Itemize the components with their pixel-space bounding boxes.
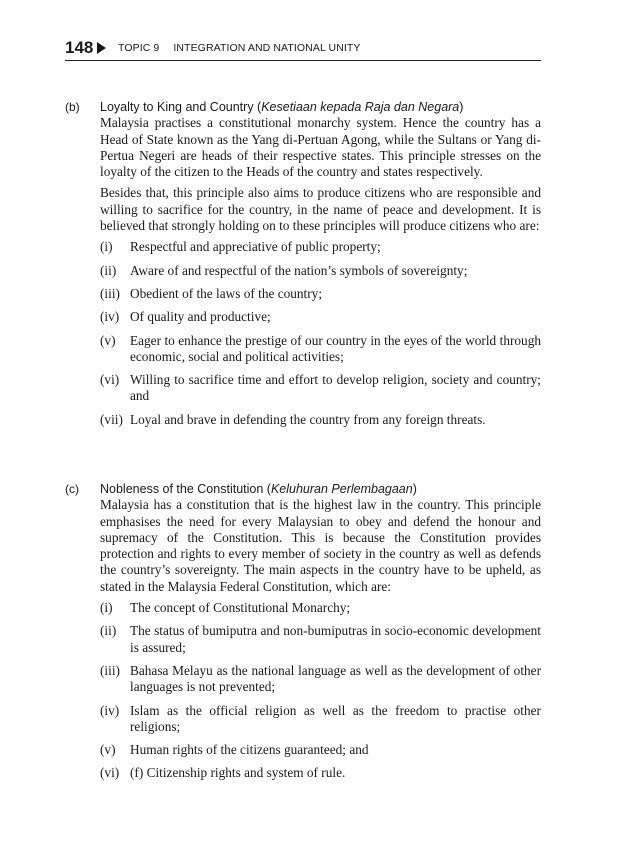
section-b-title-end: ) [459, 100, 464, 114]
list-item-text: Respectful and appreciative of public property; [130, 239, 381, 255]
section-c-title-end: ) [412, 482, 417, 496]
list-item-number: (ii) [100, 262, 117, 278]
list-item [100, 239, 541, 255]
section-b [65, 99, 541, 435]
section-b-list [100, 239, 541, 428]
section-b-body [100, 99, 541, 428]
list-item [100, 263, 541, 279]
section-c-label: (c) [65, 482, 79, 496]
list-item [100, 663, 541, 696]
list-item-number: (vi) [100, 372, 120, 388]
right-arrow-icon [97, 42, 106, 54]
list-item-text: Eager to enhance the prestige of our country in the eyes of the world through economic, social and political activities; [130, 332, 541, 364]
list-item [100, 333, 541, 366]
list-item-text: Of quality and productive; [130, 309, 271, 325]
topic-label: TOPIC 9 [118, 42, 160, 54]
list-item [100, 286, 541, 302]
topic-title: INTEGRATION AND NATIONAL UNITY [173, 42, 361, 54]
list-item-text: (f) Citizenship rights and system of rule. [130, 765, 346, 781]
list-item-number: (i) [100, 239, 113, 255]
page-number: 148 [65, 38, 94, 57]
list-item-text: Willing to sacrifice time and effort to develop religion, society and country; and [130, 372, 541, 404]
section-c-paragraph-1: Malaysia has a constitution that is the highest law in the country. This principle emphasises the need for every Malaysian to obey and defend the honour and supremacy of the Constitution. This is because the Constitution provides protection and rights to every member of society in the country as well as defends the country’s sovereignty. The main aspects in the country have to be upheld, as stated in the Malaysia Federal Constitution, which are: [100, 497, 541, 594]
section-c-title [100, 481, 541, 497]
section-b-paragraph-1: Malaysia practises a constitutional monarchy system. Hence the country has a Head of State known as the Yang di-Pertuan Agong, while the Sultans or Yang di-Pertua Negeri are heads of their respective states. This principle stresses on the loyalty of the citizen to the Heads of the country and states respectively. [100, 115, 541, 180]
list-item [100, 372, 541, 405]
section-b-title [100, 99, 541, 115]
list-item [100, 742, 541, 758]
section-b-title-italic: Kesetiaan kepada Raja dan Negara [261, 100, 460, 114]
list-item-text: Islam as the official religion as well as the freedom to practise other religions; [130, 702, 541, 734]
list-item-number: (iv) [100, 309, 120, 325]
list-item-number: (iii) [100, 662, 120, 678]
section-c-body [100, 481, 541, 782]
list-item-number: (iii) [100, 285, 120, 301]
list-item-number: (vii) [100, 411, 123, 427]
list-item [100, 765, 541, 781]
section-c-title-italic: Keluhuran Perlembagaan [270, 482, 413, 496]
section-c [65, 481, 541, 789]
list-item-text: Obedient of the laws of the country; [130, 285, 323, 301]
list-item [100, 623, 541, 656]
list-item-number: (i) [100, 600, 113, 616]
list-item-text: The status of bumiputra and non-bumiputras in socio-economic development is assured; [130, 623, 541, 655]
section-c-title-main: Nobleness of the Constitution ( [100, 482, 271, 496]
list-item-text: Aware of and respectful of the nation’s symbols of sovereignty; [130, 262, 468, 278]
list-item-text: The concept of Constitutional Monarchy; [130, 600, 351, 616]
running-head [118, 42, 361, 55]
list-item [100, 703, 541, 736]
section-b-paragraph-2: Besides that, this principle also aims to produce citizens who are responsible and willing to sacrifice for the country, in the name of peace and development. It is believed that strongly holding on to these principles will produce citizens who are: [100, 185, 541, 234]
section-b-label: (b) [65, 100, 80, 114]
list-item [100, 600, 541, 616]
list-item-number: (v) [100, 742, 116, 758]
page-header [65, 38, 541, 61]
list-item-number: (iv) [100, 702, 120, 718]
list-item-number: (v) [100, 332, 116, 348]
list-item-text: Loyal and brave in defending the country from any foreign threats. [130, 411, 486, 427]
list-item [100, 309, 541, 325]
list-item-text: Bahasa Melayu as the national language as well as the development of other languages is not prevented; [130, 662, 541, 695]
list-item-text: Human rights of the citizens guaranteed; and [130, 742, 369, 758]
section-b-title-main: Loyalty to King and Country ( [100, 100, 262, 114]
section-c-list [100, 600, 541, 782]
list-item-number: (ii) [100, 623, 117, 639]
list-item-number: (vi) [100, 765, 120, 781]
list-item [100, 412, 541, 428]
